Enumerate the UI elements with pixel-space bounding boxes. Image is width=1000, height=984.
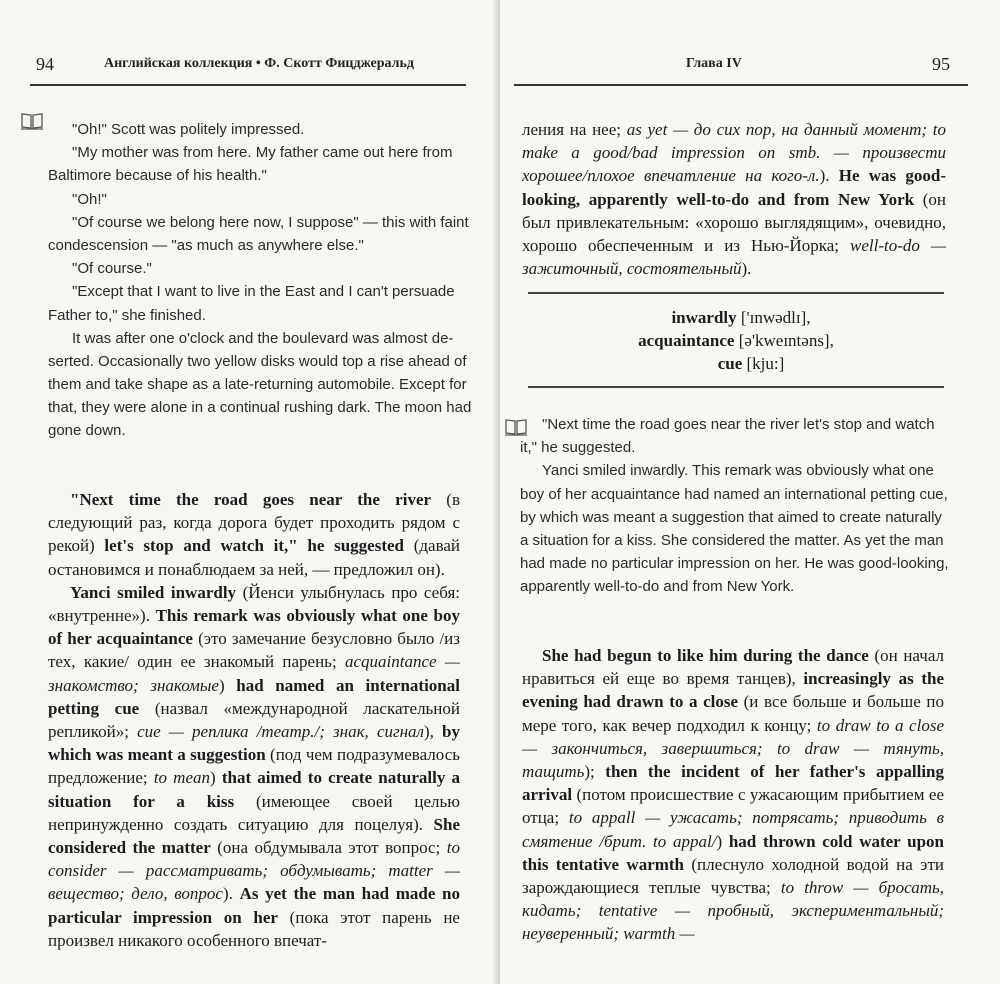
bold-phrase: increasingly as the evening had drawn to a close [522,669,944,712]
text-line: "Oh!" Scott was politely impressed. [72,121,305,138]
gloss: well-to-do — зажиточный, состоятельный [522,236,947,279]
text-line: apparently well-to-do and from New York. [520,578,795,596]
commentary-block [48,488,460,952]
translation: (плеснуло холодной водой на эти зарождающиеся теплые чувства; [522,854,944,898]
vocab-word: acquaintance [638,331,735,350]
translation: (имеющее своей целью непринужденно создать ситуацию для поцелуя). [48,791,460,834]
right-page [500,0,1000,984]
commentary-paragraph [48,581,460,952]
vocab-word: inwardly [671,308,737,327]
open-book-icon [20,112,44,130]
bold-phrase: He was good-looking, apparently well-to-do and from New York [522,166,946,209]
text-line: "My mother was from here. My father came out here from [72,144,453,162]
english-text-block [48,118,472,443]
bold-phrase: She considered the matter [48,814,460,858]
header-rule [30,84,466,86]
text-line: It was after one o'clock and the boulevard was almost de- [72,329,454,347]
translation: (потом происшествие с ужасающим прибытием ее отца; [522,785,944,828]
translation: (он начал нравиться ей еще во время танцев), [522,646,945,689]
translation: (она обдумывала этот вопрос; [210,838,447,858]
text-line: "Except that I want to live in the East and I can't persuade [72,283,455,301]
gloss: acquaintance — знакомство; знакомые [48,652,460,695]
running-head: Глава IV [686,56,742,71]
text-line: Father to," she finished. [48,306,206,324]
translation: ), [423,722,443,742]
bold-phrase: by which was meant a suggestion [48,722,460,765]
gloss: to appall — ужасать; потрясать; приводить в смятение /брит. to appal/ [522,808,944,851]
bold-phrase: then the incident of her father's appalling arrival [522,762,945,805]
translation: (он был привлекательным: «хорошо выглядящим», очевидно, хорошо обеспеченным и из Нью-Йорка; [522,189,946,256]
text-line: Baltimore because of his health." [48,167,267,185]
gloss: to mean [153,768,211,788]
text-line: "Next time the road goes near the river let's stop and watch [542,416,935,433]
text-line: "Of course." [72,260,152,278]
translation: (это замечание безусловно было /из тех, какие/ один ее знакомый парень; [48,629,460,672]
bold-phrase: had thrown cold water upon this tentative warmth [522,831,944,874]
text-line: gone down. [48,422,126,440]
bold-phrase: that aimed to create naturally a situation for a kiss [48,768,460,811]
vocab-transcription: ['ɪnwədlɪ], [736,308,811,327]
translation: (давай остановимся и понаблюдаем за ней, — предложил он). [48,536,461,579]
text-line: Yanci smiled inwardly. This remark was obviously what one [542,462,934,480]
text-line: boy of her acquaintance had named an international petting cue, [520,485,948,503]
bold-phrase: let's stop and watch it," he suggested [104,536,404,556]
running-head: Английская коллекция • Ф. Скотт Фицджеральд [104,56,415,71]
commentary-continuation [522,118,946,280]
bold-phrase: She had begun to like him during the dance [542,646,869,665]
vocab-top-rule [528,292,944,294]
translation: (назвал «международной ласкательной репликой»; [48,698,460,742]
bold-phrase: had named an international petting cue [48,675,460,718]
commentary-paragraph [522,118,946,280]
translation: ) [716,831,729,851]
translation: ления на нее; [522,120,627,139]
vocab-transcription: [kju:] [742,354,785,373]
gloss: cue — реплика /театр./; знак, сигнал [137,722,424,742]
translation: ) [210,768,222,788]
translation: (пока этот парень не произвел никакого особенного впечат- [48,907,460,950]
page-number: 94 [36,54,54,74]
left-page [0,0,496,984]
text-line: condescension — "as much as anywhere else." [48,236,364,254]
gloss: to consider — рассматривать; обдумывать; matter — вещество; дело, вопрос [48,838,460,904]
text-line: serted. Occasionally two yellow disks would top a rise ahead of [48,352,467,370]
bold-phrase: This remark was obviously what one boy of her acquaintance [48,606,460,649]
translation: ). [222,884,240,904]
gloss: to draw to a close — закончиться, завершиться; to draw — тянуть, тащить [522,715,944,782]
page-number: 95 [932,54,950,74]
text-line: a situation for a kiss. She considered the matter. As yet the man [520,531,944,549]
vocab-entry [528,306,944,329]
bold-phrase: "Next time the road goes near the river [70,490,432,509]
commentary-paragraph [48,488,460,581]
translation: (под чем подразумевалось предложение; [48,745,460,788]
vocab-bottom-rule [528,386,944,388]
gloss: to throw — бросать, кидать; tentative — пробный, экспериментальный; неуверенный; warmth — [522,878,944,944]
translation: ) [218,675,237,695]
text-line: it," he suggested. [520,439,636,457]
vocab-word: cue [717,354,743,373]
text-line: had made no particular impression on her. He was good-looking, [520,555,949,573]
commentary-block [522,644,944,946]
commentary-paragraph [522,644,944,946]
text-line: "Oh!" [72,190,107,208]
gloss: as yet — до сих пор, на данный момент; to make a good/bad impression on smb. — произвести хорошее/плохое впечатление на кого-л. [522,120,947,186]
translation: (и все больше и больше по мере того, как вечер подходил к концу; [522,692,944,735]
translation: (Йенси улыбнулась про себя: «внутренне»). [48,582,460,626]
text-line: them and take shape as a late-returning automobile. Except for [48,376,467,394]
vocab-entry [528,352,944,375]
translation: (в следующий раз, когда дорога будет проходить рядом с рекой) [48,490,460,556]
translation: ). [819,166,839,186]
text-line: by which was meant a suggestion that aimed to create naturally [520,508,942,526]
translation: ). [741,259,752,279]
vocabulary-box [528,306,944,375]
bold-phrase: As yet the man had made no particular impression on her [48,884,460,927]
vocab-transcription: [ə'kweɪntəns], [734,331,834,350]
translation: ); [584,762,606,782]
vocab-entry [528,329,944,352]
english-text-block [520,413,956,599]
text-line: "Of course we belong here now, I suppose" — this with faint [72,213,469,231]
bold-phrase: Yanci smiled inwardly [70,582,237,602]
header-rule [514,84,968,86]
text-line: that, they were alone in a continual rushing dark. The moon had [48,399,472,417]
